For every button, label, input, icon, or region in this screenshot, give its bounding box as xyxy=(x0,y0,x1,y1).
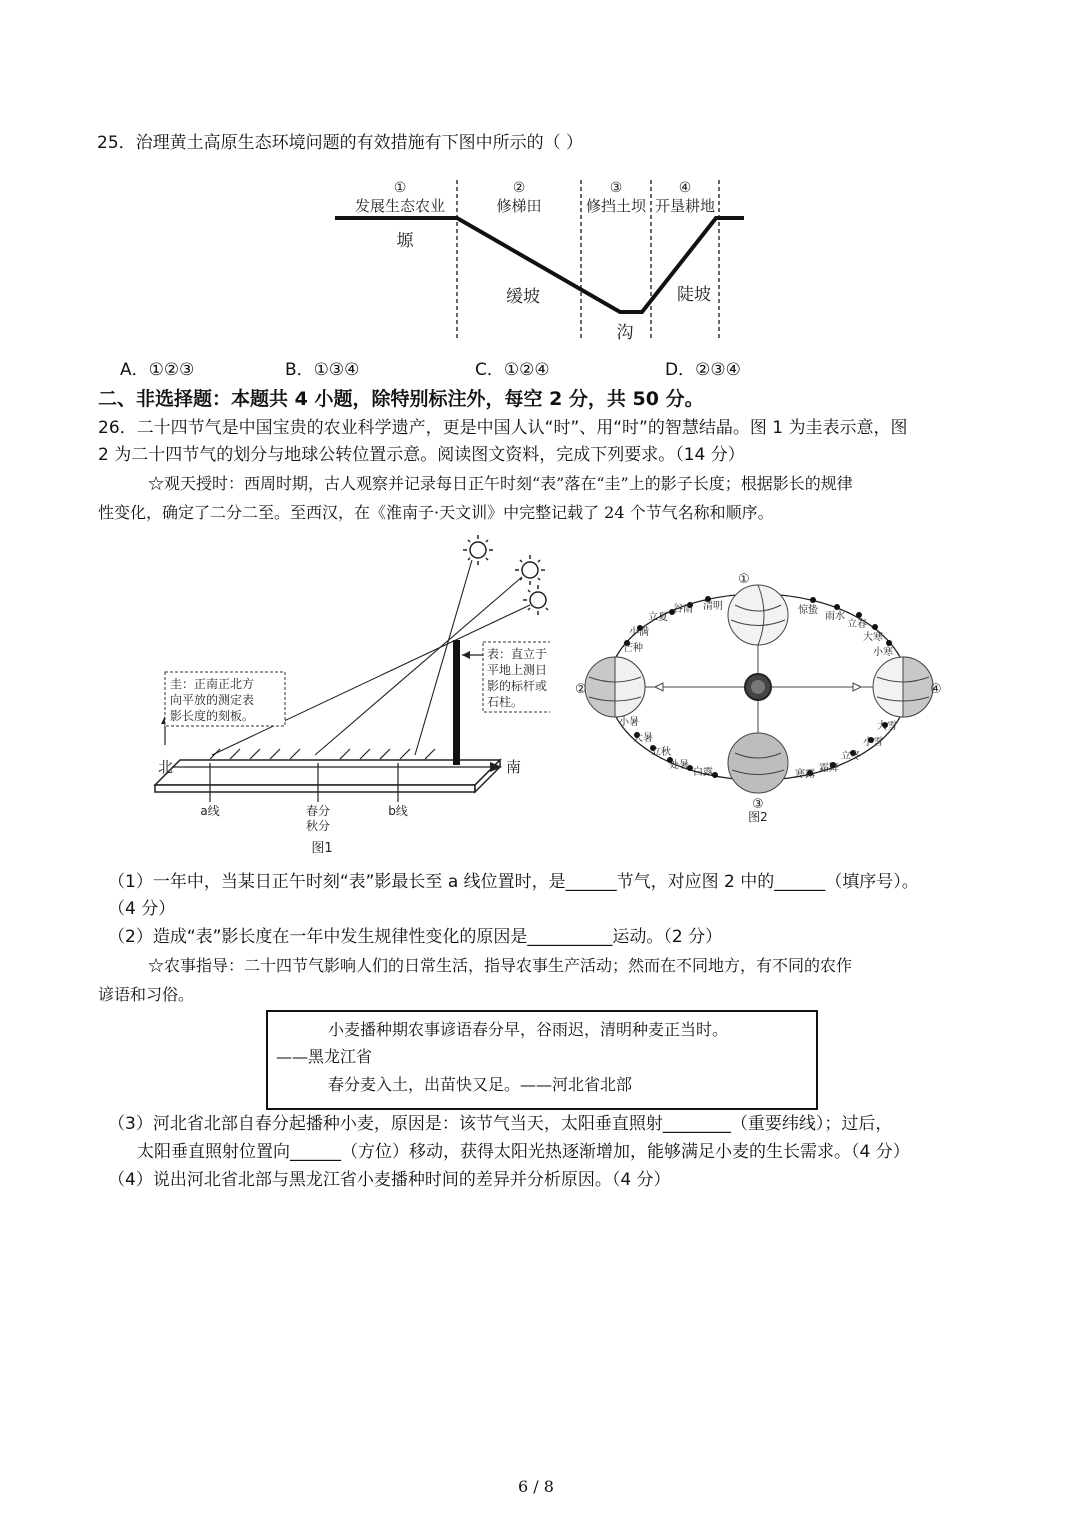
option-b: B．①③④ xyxy=(285,360,360,380)
term-mangzhong: 芒种 xyxy=(623,643,643,654)
q26-stem-line1: 26．二十四节气是中国宝贵的农业科学遗产，更是中国人认“时”、用“时”的智慧结晶。图 1 为圭表示意，图 xyxy=(98,418,908,438)
q26-sub4: （4）说出河北省北部与黑龙江省小麦播种时间的差异并分析原因。（4 分） xyxy=(108,1170,671,1190)
term-jingzhe: 惊蛰 xyxy=(798,605,818,616)
term-bailu: 白露 xyxy=(693,767,713,778)
terrain-steep-slope: 陡坡 xyxy=(677,285,711,305)
line-a-label: a线 xyxy=(200,804,220,818)
option-c: C．①②④ xyxy=(475,360,550,380)
material2-line1: ☆农事指导：二十四节气影响人们的日常生活，指导农事生产活动；然而在不同地方，有不同的农作 xyxy=(148,956,853,975)
term-daxue: 大雪 xyxy=(877,721,897,732)
earth-position-1 xyxy=(728,585,788,645)
q26-sub1-line1: （1）一年中，当某日正午时刻“表”影最长至 a 线位置时，是______节气，对应图 2 中的______（填序号）。 xyxy=(108,872,919,892)
equinox-autumn-label: 秋分 xyxy=(305,819,331,833)
line-b-label: b线 xyxy=(388,804,408,818)
section-4-num: ④ xyxy=(678,180,692,196)
term-xiaoxue: 小雪 xyxy=(863,737,883,748)
section-1-label: 发展生态农业 xyxy=(354,197,446,215)
material2-line2: 谚语和习俗。 xyxy=(98,985,195,1004)
position-3-label: ③ xyxy=(752,797,764,812)
proverb-line3: 春分麦入土，出苗快又足。——河北省北部 xyxy=(328,1075,633,1094)
q26-sub3-line2: 太阳垂直照射位置向______（方位）移动，获得太阳光热逐渐增加，能够满足小麦的生长需求。（4 分） xyxy=(137,1142,910,1162)
term-lichun: 立春 xyxy=(847,619,867,630)
q26-sub2: （2）造成“表”影长度在一年中发生规律性变化的原因是__________运动。（2 分） xyxy=(108,927,723,947)
q25-terrain-diagram xyxy=(330,172,750,347)
position-2-label: ② xyxy=(575,682,587,697)
earth-position-3 xyxy=(728,733,788,793)
q26-sub3-line1: （3）河北省北部自春分起播种小麦，原因是：该节气当天，太阳垂直照射________（重要纬线）；过后， xyxy=(108,1114,893,1134)
gui-note-line1: 圭：正南正北方 xyxy=(170,677,255,691)
gui-note-line3: 影长度的刻板。 xyxy=(170,709,255,723)
terrain-gentle-slope: 缓坡 xyxy=(506,287,540,307)
term-lidong: 立冬 xyxy=(841,751,861,762)
term-hanlu: 寒露 xyxy=(795,769,815,780)
biao-note-line4: 石柱。 xyxy=(487,695,524,709)
term-xiaohan: 小寒 xyxy=(873,647,893,658)
section-3-num: ③ xyxy=(609,180,623,196)
position-4-label: ④ xyxy=(930,682,942,697)
option-d: D．②③④ xyxy=(665,360,741,380)
section-1-num: ① xyxy=(393,180,407,196)
biao-note-line3: 影的标杆或 xyxy=(487,679,548,693)
sun-icon xyxy=(463,535,549,615)
section-2-label: 修梯田 xyxy=(496,197,542,215)
gui-note-line2: 向平放的测定表 xyxy=(170,693,255,707)
term-dashu: 大暑 xyxy=(633,733,653,744)
term-shuangjiang: 霜降 xyxy=(819,763,839,774)
q26-stem-line2: 2 为二十四节气的划分与地球公转位置示意。阅读图文资料，完成下列要求。（14 分） xyxy=(98,445,745,465)
term-yushui: 雨水 xyxy=(825,611,845,622)
terrain-gully: 沟 xyxy=(616,323,634,343)
figure1-gnomon xyxy=(150,530,550,860)
material1-line2: 性变化，确定了二分二至。至西汉，在《淮南子·天文训》中完整记载了 24 个节气名称和顺序。 xyxy=(98,503,774,522)
proverb-line1: 小麦播种期农事谚语春分早，谷雨迟，清明种麦正当时。 xyxy=(328,1020,729,1039)
position-1-label: ① xyxy=(738,572,750,587)
biao-note-line2: 平地上测日 xyxy=(487,663,548,677)
north-label: 北 xyxy=(158,758,174,776)
figure1-caption: 图1 xyxy=(311,841,333,856)
figure2-caption: 图2 xyxy=(748,810,768,824)
terrain-yuan: 塬 xyxy=(396,231,414,251)
term-lixia: 立夏 xyxy=(648,612,668,623)
proverb-line2: ——黑龙江省 xyxy=(276,1047,373,1066)
term-chushu: 处暑 xyxy=(669,760,689,771)
section-4-label: 开垦耕地 xyxy=(654,197,716,215)
section-3-label: 修挡土坝 xyxy=(585,197,647,215)
section2-title: 二、非选择题：本题共 4 小题，除特别标注外，每空 2 分，共 50 分。 xyxy=(98,388,704,410)
section-2-num: ② xyxy=(512,180,526,196)
term-guyu: 谷雨 xyxy=(673,604,693,615)
page-number: 6 / 8 xyxy=(518,1477,554,1496)
figure2-orbit xyxy=(575,565,955,825)
term-dahan: 大寒 xyxy=(863,632,883,643)
option-a: A．①②③ xyxy=(120,360,195,380)
q25-stem: 25．治理黄土高原生态环境问题的有效措施有下图中所示的（ ） xyxy=(97,133,584,153)
biao-note-line1: 表：直立于 xyxy=(487,647,548,661)
term-xiaoman: 小满 xyxy=(629,627,649,638)
south-label: 南 xyxy=(506,758,522,776)
term-liqiu: 立秋 xyxy=(651,747,671,758)
term-xiaoshu: 小暑 xyxy=(619,717,639,728)
q26-sub1-line2: （4 分） xyxy=(108,899,176,919)
term-qingming: 清明 xyxy=(703,601,723,612)
material1-line1: ☆观天授时：西周时期，古人观察并记录每日正午时刻“表”落在“圭”上的影子长度；根据影长的规律 xyxy=(148,474,853,493)
equinox-spring-label: 春分 xyxy=(305,804,331,818)
